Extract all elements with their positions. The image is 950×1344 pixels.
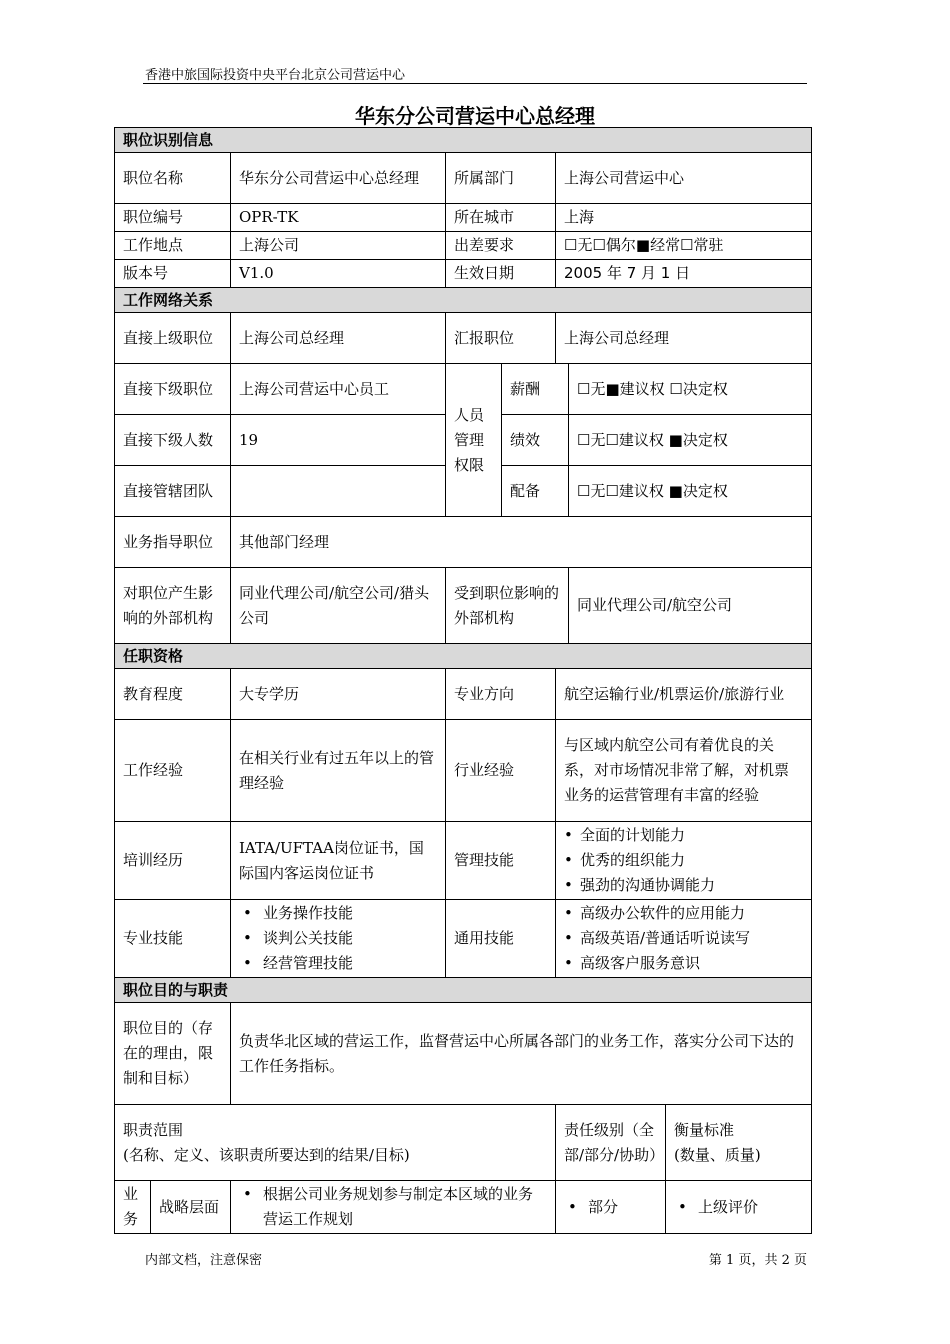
table-row [115, 669, 812, 720]
list-cell [231, 900, 446, 978]
list-item: • 高级英语/普通话听说读写 [562, 926, 803, 951]
section-row [115, 644, 812, 669]
header-rule [143, 83, 807, 84]
list-item: • 高级客户服务意识 [562, 951, 803, 976]
list-item: • 全面的计划能力 [562, 823, 803, 848]
value-cell: 同业代理公司/航空公司 [569, 568, 812, 644]
section-purpose: 职位目的与职责 [115, 978, 812, 1003]
label-cell: 通用技能 [446, 900, 556, 978]
table-row [115, 568, 812, 644]
measure-sub-label: (数量、质量) [674, 1145, 761, 1164]
table-row [115, 364, 812, 415]
table-row [115, 204, 812, 232]
section-network: 工作网络关系 [115, 288, 812, 313]
value-cell: IATA/UFTAA岗位证书，国际国内客运岗位证书 [231, 822, 446, 900]
label-cell: 专业技能 [115, 900, 231, 978]
section-identity: 职位识别信息 [115, 128, 812, 153]
label-cell: 绩效 [502, 415, 569, 466]
table-row [115, 1003, 812, 1105]
list-item: • 部分 [562, 1195, 657, 1220]
scope-sub-label: (名称、定义、该职责所要达到的结果/目标) [123, 1145, 410, 1164]
value-cell: V1.0 [231, 260, 446, 288]
list-item: • 业务操作技能 [237, 901, 437, 926]
list-item: • 经营管理技能 [237, 951, 437, 976]
table-row [115, 900, 812, 978]
table-row [115, 822, 812, 900]
list-item: • 根据公司业务规划参与制定本区域的业务营运工作规划 [237, 1182, 547, 1232]
general-skills-list [562, 901, 803, 976]
document-title: 华东分公司营运中心总经理 [355, 104, 595, 128]
table-row [115, 1181, 812, 1234]
value-cell: 其他部门经理 [231, 517, 812, 568]
label-cell: 配备 [502, 466, 569, 517]
list-cell [556, 822, 812, 900]
section-row [115, 978, 812, 1003]
label-cell: 行业经验 [446, 720, 556, 822]
job-description-table [114, 127, 812, 1234]
confidential-notice: 内部文档，注意保密 [145, 1253, 263, 1268]
value-cell: 上海 [556, 204, 812, 232]
list-cell [231, 1181, 556, 1234]
value-cell: 大专学历 [231, 669, 446, 720]
value-cell: 上海公司营运中心 [556, 153, 812, 204]
label-cell: 直接管辖团队 [115, 466, 231, 517]
label-cell: 对职位产生影响的外部机构 [115, 568, 231, 644]
label-cell: 管理技能 [446, 822, 556, 900]
list-cell [556, 1181, 666, 1234]
professional-skills-list [237, 901, 437, 976]
list-item: • 谈判公关技能 [237, 926, 437, 951]
value-cell: 与区域内航空公司有着优良的关系，对市场情况非常了解，对机票业务的运营管理有丰富的经验 [556, 720, 812, 822]
authority-checkbox-group: ☐无■建议权 ☐决定权 [569, 364, 812, 415]
label-cell: 所属部门 [446, 153, 556, 204]
value-cell: 华东分公司营运中心总经理 [231, 153, 446, 204]
mgmt-authority-label: 人员管理权限 [446, 364, 502, 517]
effective-date-value: 2005 年 7 月 1 日 [556, 260, 812, 288]
duty-level-list [562, 1195, 657, 1220]
page-number: 第 1 页，共 2 页 [708, 1253, 807, 1268]
label-cell: 直接下级人数 [115, 415, 231, 466]
label-cell: 出差要求 [446, 232, 556, 260]
value-cell: 上海公司总经理 [231, 313, 446, 364]
label-cell: 工作经验 [115, 720, 231, 822]
label-cell: 专业方向 [446, 669, 556, 720]
label-cell: 职位名称 [115, 153, 231, 204]
authority-checkbox-group: ☐无☐建议权 ■决定权 [569, 466, 812, 517]
value-cell [231, 466, 446, 517]
value-cell: 上海公司营运中心员工 [231, 364, 446, 415]
label-cell: 受到职位影响的外部机构 [446, 568, 569, 644]
duty-list [237, 1182, 547, 1232]
value-cell: 19 [231, 415, 446, 466]
label-cell: 培训经历 [115, 822, 231, 900]
section-row [115, 128, 812, 153]
table-row [115, 517, 812, 568]
label-cell: 职位编号 [115, 204, 231, 232]
table-row [115, 260, 812, 288]
list-cell [556, 900, 812, 978]
page-header: 香港中旅国际投资中央平台北京公司营运中心 [145, 68, 406, 83]
label-cell: 工作地点 [115, 232, 231, 260]
duty-measure-list [672, 1195, 803, 1220]
value-cell: 上海公司总经理 [556, 313, 812, 364]
list-item: • 强劲的沟通协调能力 [562, 873, 803, 898]
value-cell: 航空运输行业/机票运价/旅游行业 [556, 669, 812, 720]
list-item: • 优秀的组织能力 [562, 848, 803, 873]
management-skills-list [562, 823, 803, 898]
list-cell [666, 1181, 812, 1234]
value-cell: 在相关行业有过五年以上的管理经验 [231, 720, 446, 822]
label-cell: 所在城市 [446, 204, 556, 232]
duty-subcategory: 战略层面 [151, 1181, 231, 1234]
authority-checkbox-group: ☐无☐建议权 ■决定权 [569, 415, 812, 466]
value-cell: 同业代理公司/航空公司/猎头公司 [231, 568, 446, 644]
label-cell: 教育程度 [115, 669, 231, 720]
table-row [115, 232, 812, 260]
label-cell: 直接下级职位 [115, 364, 231, 415]
section-qualification: 任职资格 [115, 644, 812, 669]
label-cell: 版本号 [115, 260, 231, 288]
table-row [115, 153, 812, 204]
scope-header-cell [115, 1105, 556, 1181]
value-cell: 上海公司 [231, 232, 446, 260]
purpose-statement: 负责华北区域的营运工作，监督营运中心所属各部门的业务工作，落实分公司下达的工作任务指标。 [231, 1003, 812, 1105]
measure-label: 衡量标准 [674, 1120, 735, 1139]
level-header-cell: 责任级别（全部/部分/协助） [556, 1105, 666, 1181]
section-row [115, 288, 812, 313]
label-cell: 生效日期 [446, 260, 556, 288]
travel-checkbox-group: ☐无☐偶尔■经常☐常驻 [556, 232, 812, 260]
table-row [115, 720, 812, 822]
value-cell: OPR-TK [231, 204, 446, 232]
table-row [115, 1105, 812, 1181]
table-row [115, 313, 812, 364]
label-cell: 汇报职位 [446, 313, 556, 364]
measure-header-cell [666, 1105, 812, 1181]
duty-category: 业务 [115, 1181, 151, 1234]
list-item: • 上级评价 [672, 1195, 803, 1220]
list-item: • 高级办公软件的应用能力 [562, 901, 803, 926]
scope-label: 职责范围 [123, 1120, 184, 1139]
label-cell: 业务指导职位 [115, 517, 231, 568]
label-cell: 直接上级职位 [115, 313, 231, 364]
label-cell: 职位目的（存在的理由，限制和目标） [115, 1003, 231, 1105]
label-cell: 薪酬 [502, 364, 569, 415]
